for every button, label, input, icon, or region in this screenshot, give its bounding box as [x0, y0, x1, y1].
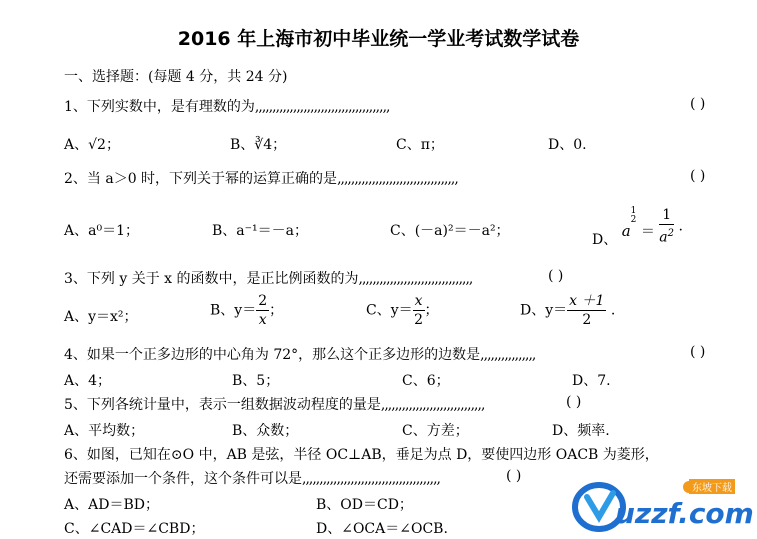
question-5	[64, 394, 484, 414]
question-6-line-1: 6、如图，已知在⊙O 中，AB 是弦，半径 OC⊥AB，垂足为点 D，要使四边形 OACB 为菱形，	[64, 447, 659, 463]
q6-option-d: D、∠OCA＝∠OCB.	[316, 521, 448, 537]
question-5-answer-blank: ( )	[566, 394, 582, 410]
q5-option-b: B、众数；	[232, 423, 299, 439]
q2-option-d	[592, 206, 683, 247]
q6-option-c: C、∠CAD＝∠CBD；	[64, 521, 205, 537]
question-5-stem: 5、下列各统计量中，表示一组数据波动程度的量是	[64, 397, 381, 413]
question-4	[64, 344, 535, 364]
question-3-dots: ,,,,,,,,,,,,,,,,,,,,,,,,,,,,,,,,,	[358, 271, 473, 287]
question-4-answer-blank: ( )	[690, 344, 706, 360]
watermark-logo	[569, 475, 754, 535]
q3-option-c: C、y＝ $\frac{x}{2}$ ；	[366, 293, 439, 328]
question-1-stem: 1、下列实数中，是有理数的为	[64, 99, 255, 115]
question-6-answer-blank: ( )	[506, 468, 522, 484]
question-4-dots: ,,,,,,,,,,,,,,,,	[480, 347, 536, 363]
q3-option-d: D、y＝ $\frac{x +1}{2}$ .	[520, 293, 616, 328]
q2-option-a: A、a⁰＝1；	[64, 223, 139, 239]
q6-option-a: A、AD＝BD；	[64, 497, 159, 513]
q3-option-d-label: D、y＝	[520, 302, 568, 319]
q1-option-a: A、√2；	[64, 137, 120, 153]
question-3-answer-blank: ( )	[548, 268, 564, 284]
question-5-dots: ,,,,,,,,,,,,,,,,,,,,,,,,,,,,,,	[380, 397, 485, 413]
q2-option-b: B、a⁻¹＝－a；	[212, 223, 308, 239]
watermark-sub: 东坡下载	[689, 479, 735, 494]
q1-option-d: D、0.	[548, 137, 587, 153]
q3-option-c-label: C、y＝	[366, 302, 413, 319]
question-4-stem: 4、如果一个正多边形的中心角为 72°，那么这个正多边形的边数是	[64, 347, 481, 363]
q3-option-a: A、y＝x²；	[64, 309, 138, 325]
question-2	[64, 168, 458, 188]
question-2-stem: 2、当 a＞0 时，下列关于幂的运算正确的是	[64, 171, 338, 187]
question-2-dots: ,,,,,,,,,,,,,,,,,,,,,,,,,,,,,,,,,,,	[337, 171, 458, 187]
question-1	[64, 96, 389, 116]
page-title: 2016 年上海市初中毕业统一学业考试数学试卷	[177, 28, 580, 50]
q4-option-a: A、4；	[64, 373, 112, 389]
q1-option-b: B、∛4；	[230, 137, 287, 153]
question-6-stem: 还需要添加一个条件，这个条件可以是	[64, 471, 302, 487]
q6-option-b: B、OD＝CD；	[316, 497, 413, 513]
q4-option-d: D、7.	[572, 373, 611, 389]
q5-option-d: D、频率.	[552, 423, 610, 439]
q2-option-d-formula: a 1 2 ＝ $\frac{1}{a^2}$ .	[621, 206, 683, 246]
q5-option-c: C、方差；	[402, 423, 469, 439]
question-6-dots: ,,,,,,,,,,,,,,,,,,,,,,,,,,,,,,,,,,,,,,,,	[302, 471, 441, 487]
q3-option-b: B、y＝ $\frac{2}{x}$ ；	[210, 293, 284, 328]
q1-option-c: C、π；	[396, 137, 444, 153]
question-3-stem: 3、下列 y 关于 x 的函数中，是正比例函数的为	[64, 271, 359, 287]
q5-option-a: A、平均数；	[64, 423, 145, 439]
q2-option-c: C、(－a)²＝－a²；	[390, 223, 510, 239]
question-1-dots: ,,,,,,,,,,,,,,,,,,,,,,,,,,,,,,,,,,,,,,,	[254, 99, 390, 115]
section-heading: 一、选择题：(每题 4 分，共 24 分)	[64, 69, 288, 85]
question-1-answer-blank: ( )	[690, 96, 706, 112]
q4-option-b: B、5；	[232, 373, 280, 389]
q4-option-c: C、6；	[402, 373, 450, 389]
question-6-line-2	[64, 468, 440, 488]
q3-option-b-label: B、y＝	[210, 302, 257, 319]
question-3	[64, 268, 472, 288]
watermark-brand: uzzf.com	[615, 497, 754, 530]
q2-option-d-label: D、	[592, 232, 618, 249]
question-2-answer-blank: ( )	[690, 168, 706, 184]
